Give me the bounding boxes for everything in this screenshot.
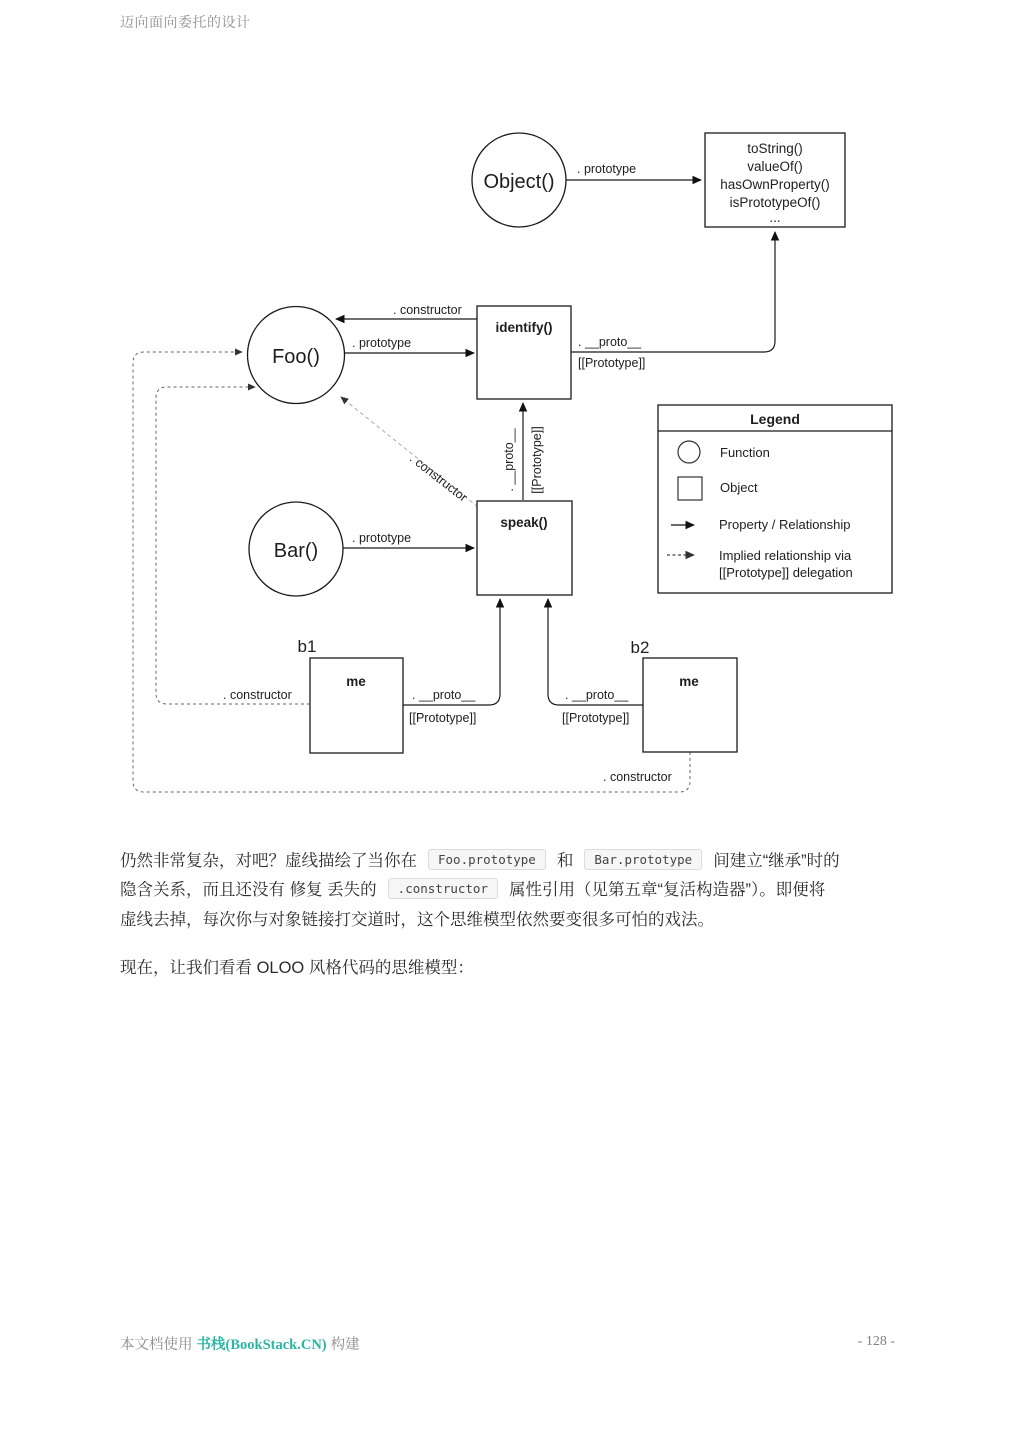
label-identify-proto: . __proto__ [578,335,642,349]
label-speak-constructor-diagonal: . constructor [407,451,470,505]
label-b1-constructor: . constructor [223,688,292,702]
paragraph-1-text: 隐含关系，而且还没有 修复 丢失的 [120,881,377,899]
page-number: - 128 - [857,1334,895,1349]
label-b2-prototype-sub: [[Prototype]] [562,711,630,725]
object-proto-member: valueOf() [747,159,803,174]
object-proto-member: ... [769,210,781,225]
node-object-label: Object() [483,171,555,193]
legend-property-label: Property / Relationship [719,517,851,532]
label-b1-prototype-sub: [[Prototype]] [409,711,477,725]
paragraph-1-text: 仍然非常复杂，对吧？虚线描绘了当你在 [120,851,417,870]
footer-suffix: 构建 [326,1337,360,1353]
node-identify-label: identify() [495,320,553,335]
legend-title: Legend [750,411,800,427]
node-b1-label: b1 [297,637,317,656]
paragraph-1 [120,847,906,936]
inline-code-foo-prototype: Foo.prototype [428,849,546,870]
object-proto-member: toString() [747,141,803,156]
node-b2-box [643,658,737,752]
paragraph-1-text: 属性引用（见第五章“复活构造器”）。即便将 [508,881,826,899]
node-b2-me: me [679,674,699,689]
footer-brand-bookstack: 书栈(BookStack.CN) [196,1337,327,1353]
legend-object-label: Object [720,480,758,495]
label-speak-proto-vertical: . __proto__ [502,428,516,492]
inline-code-bar-prototype: Bar.prototype [584,849,702,870]
edge-identify-proto-to-objectproto [571,232,775,352]
paragraph-1-text: 和 [556,851,574,870]
node-b1-me: me [346,674,366,689]
paragraph-2: 现在，让我们看看 OLOO 风格代码的思维模型： [120,958,474,977]
object-proto-member: isPrototypeOf() [729,195,821,210]
label-b1-proto: . __proto__ [412,688,476,702]
label-identify-prototype-sub: [[Prototype]] [578,356,646,370]
node-b2-label: b2 [630,638,650,657]
node-b1-box [310,658,403,753]
label-object-prototype: . prototype [577,162,637,176]
label-identify-constructor: . constructor [393,303,462,317]
label-foo-prototype: . prototype [352,336,412,350]
object-proto-member: hasOwnProperty() [720,177,830,192]
node-foo-label: Foo() [272,346,320,368]
legend-implied-label-line2: [[Prototype]] delegation [719,565,853,580]
inline-code-constructor: .constructor [388,878,498,899]
label-b2-proto: . __proto__ [565,688,629,702]
edge-b2-constructor-dashed [133,352,690,792]
legend-implied-label-line1: Implied relationship via [719,548,852,563]
page-header-title: 迈向面向委托的设计 [120,14,251,30]
node-bar-label: Bar() [273,540,319,562]
label-b2-constructor: . constructor [603,770,672,784]
legend-function-label: Function [720,445,770,460]
footer-prefix: 本文档使用 [120,1337,197,1353]
paragraph-1-text: 间建立“继承”时的 [713,851,840,870]
label-speak-prototype-sub-vertical: [[Prototype]] [530,426,544,494]
label-bar-prototype: . prototype [352,531,412,545]
footer-build-note [120,1333,360,1354]
paragraph-1-text: 虚线去掉，每次你与对象链接打交道时，这个思维模型依然要变很多可怕的戏法。 [120,910,714,929]
node-speak-label: speak() [500,515,548,530]
